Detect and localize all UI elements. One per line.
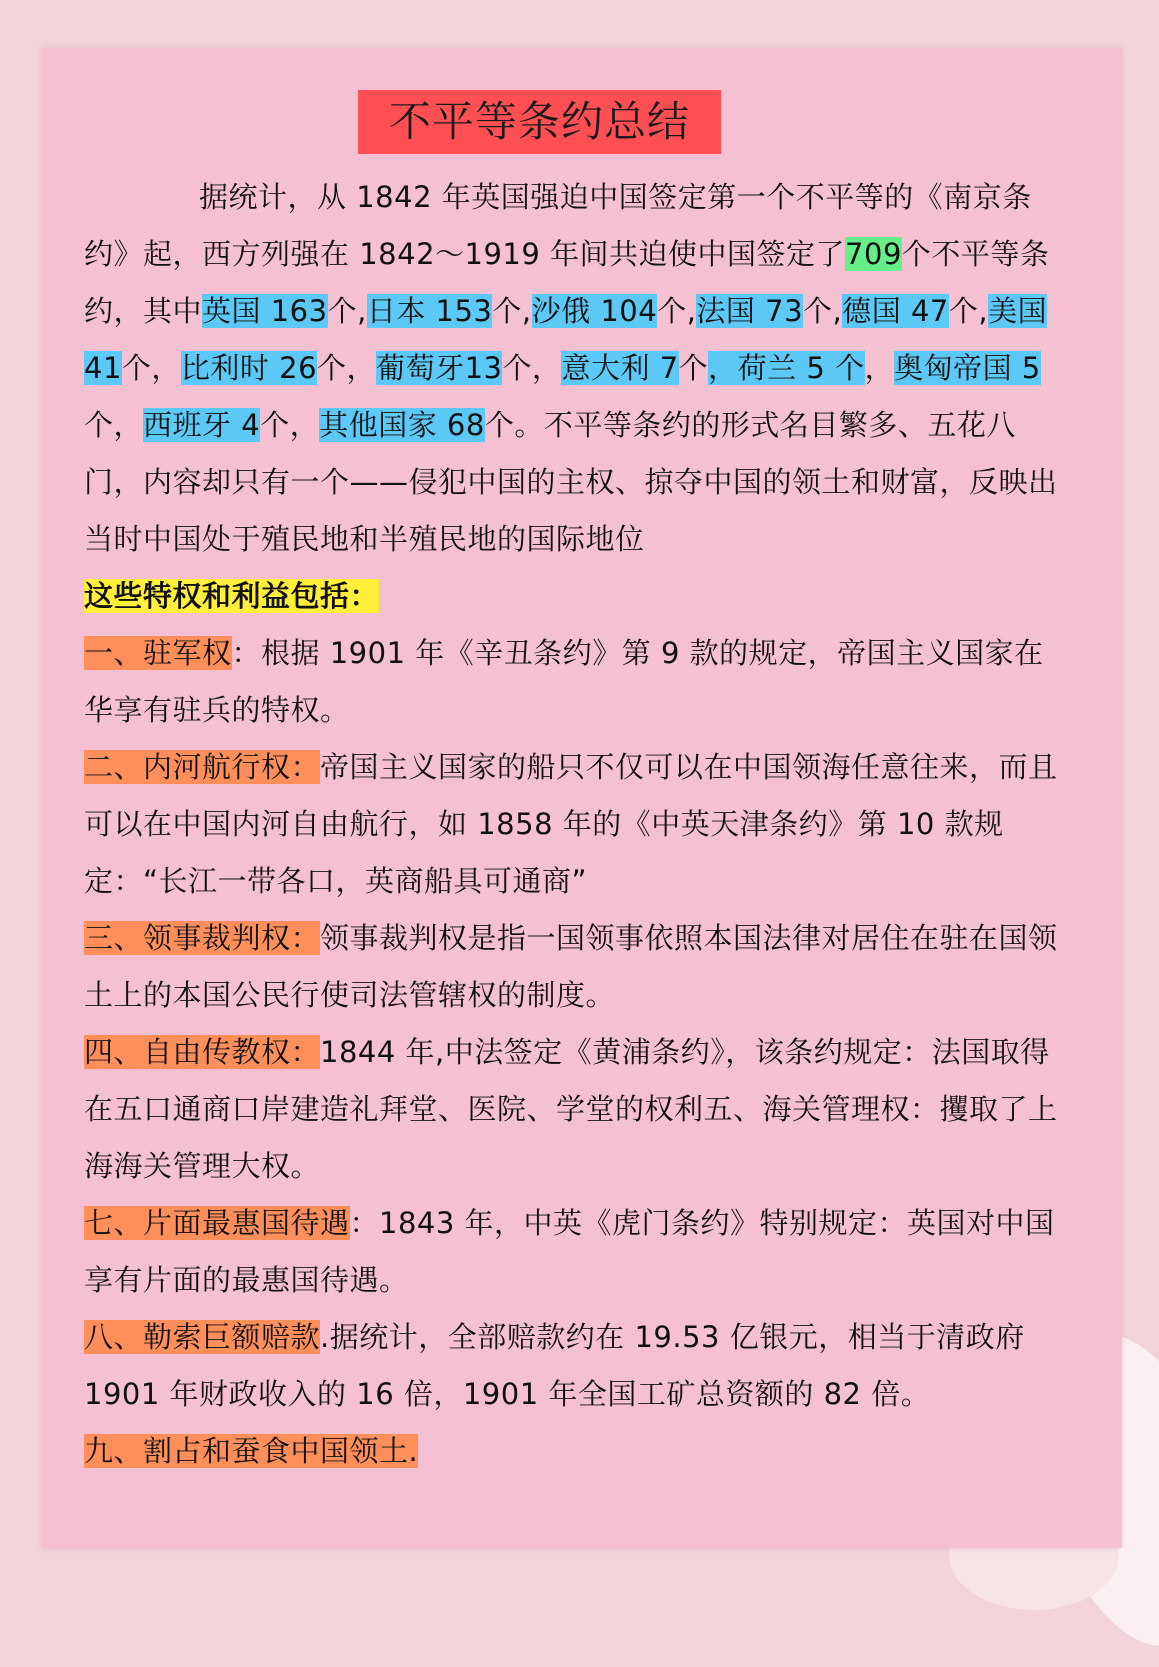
privilege-label: 九、割占和蚕食中国领土.	[84, 1434, 419, 1468]
country-sep: 个	[678, 351, 709, 385]
country-count: 英国 163	[202, 294, 328, 328]
country-sep: 个,	[948, 294, 989, 328]
country-count: 法国 73	[696, 294, 804, 328]
privilege-item	[84, 1024, 1069, 1195]
country-sep: 个，	[502, 351, 562, 385]
privilege-item	[84, 739, 1069, 910]
privilege-text: 帝国主义国家的船只不仅可以在中国领海任意往来，而且可以在中国内河自由航行，如 1858 年的《中英天津条约》第 10 款规定：“长江一带各口，英商船具可通商”	[84, 750, 1058, 898]
intro-paragraph	[84, 169, 1069, 568]
privilege-label: 八、勒索巨额赔款	[84, 1320, 321, 1354]
country-sep: 个，	[84, 408, 144, 442]
country-count: 沙俄 104	[531, 294, 658, 328]
country-count: 比利时 26	[180, 351, 318, 385]
privilege-label: 三、领事裁判权：	[84, 921, 321, 955]
privilege-item	[84, 625, 1069, 739]
privilege-label: 七、片面最惠国待遇	[84, 1206, 350, 1240]
country-count: 西班牙 4	[143, 408, 261, 442]
page-title: 不平等条约总结	[358, 90, 721, 154]
privilege-text: ：根据 1901 年《辛丑条约》第 9 款的规定，帝国主义国家在华享有驻兵的特权。	[84, 636, 1044, 727]
country-count: 日本 153	[366, 294, 493, 328]
country-sep: 个,	[492, 294, 532, 328]
country-sep: ，	[864, 351, 895, 385]
total-count: 709	[845, 237, 902, 271]
country-count: 葡萄牙13	[376, 351, 503, 385]
privilege-label: 二、内河航行权：	[84, 750, 321, 784]
privilege-label: 一、驻军权	[84, 636, 232, 670]
privilege-text: 1844 年,中法签定《黄浦条约》，该条约规定：法国取得在五口通商口岸建造礼拜堂、医院、学堂的权利五、海关管理权：攫取了上海海关管理大权。	[84, 1035, 1058, 1183]
privileges-heading-line	[84, 568, 1069, 625]
country-count: ，荷兰 5 个	[708, 351, 865, 385]
privilege-item	[84, 910, 1069, 1024]
intro-text: 据统计，从 1842 年英国强迫中国签定第一个不平等的《南京条约》起，西方列强在 1842～1919 年间共迫使中国签定了	[84, 180, 1032, 271]
country-count: 其他国家 68	[319, 408, 485, 442]
content	[84, 169, 1069, 1480]
note-paper	[42, 48, 1122, 1548]
country-sep: 个,	[657, 294, 697, 328]
privilege-text: ：1843 年，中英《虎门条约》特别规定：英国对中国享有片面的最惠国待遇。	[84, 1206, 1055, 1297]
country-sep: 个，	[317, 351, 377, 385]
privilege-item	[84, 1195, 1069, 1309]
privilege-text: .据统计，全部赔款约在 19.53 亿银元，相当于清政府 1901 年财政收入的 16 倍，1901 年全国工矿总资额的 82 倍。	[84, 1320, 1025, 1411]
country-sep: 个，	[260, 408, 320, 442]
country-sep: 个。	[484, 408, 544, 442]
privilege-text: 领事裁判权是指一国领事依照本国法律对居住在驻在国领土上的本国公民行使司法管辖权的制度。	[84, 921, 1058, 1012]
country-sep: 个,	[327, 294, 367, 328]
country-sep: 个，	[121, 351, 181, 385]
intro-text: 个不平等条约，其中	[84, 237, 1050, 328]
privileges-heading: 这些特权和利益包括：	[84, 579, 380, 613]
privilege-label: 四、自由传教权：	[84, 1035, 321, 1069]
country-count: 意大利 7	[561, 351, 679, 385]
country-count: 德国 47	[842, 294, 949, 328]
privilege-item	[84, 1423, 1069, 1480]
country-count: 美国 41	[84, 294, 1048, 385]
country-count: 奥匈帝国 5	[894, 351, 1041, 385]
intro-text: 不平等条约的形式名目繁多、五花八门，内容却只有一个——侵犯中国的主权、掠夺中国的领土和财富，反映出当时中国处于殖民地和半殖民地的国际地位	[84, 408, 1058, 556]
privilege-item	[84, 1309, 1069, 1423]
country-sep: 个,	[803, 294, 843, 328]
